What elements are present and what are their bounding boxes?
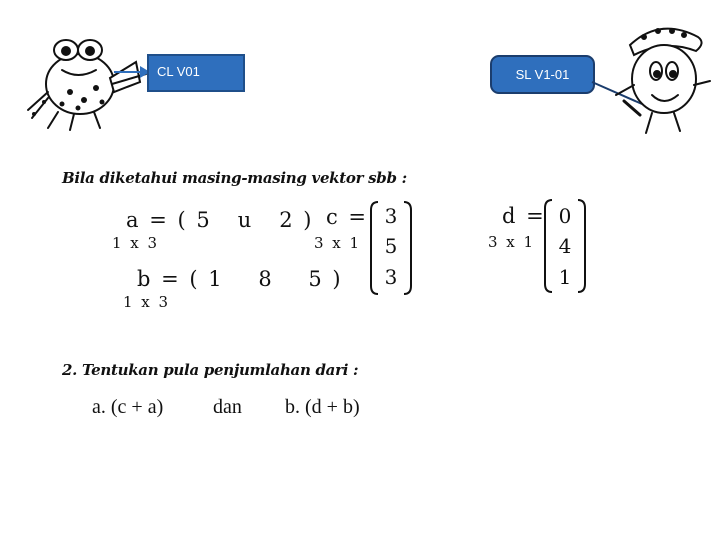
vector-d-value-3: 1 [558,265,572,289]
task-heading: 2. Tentukan pula penjumlahan dari : [62,361,359,379]
vector-c-value-3: 3 [384,265,398,289]
pointer-arrow-icon [112,64,152,80]
vector-c-value-2: 5 [384,234,398,258]
task-dan: dan [213,396,242,418]
vector-d-name: d = [502,204,546,228]
vector-b-expression: b = ( 1 8 5 ) [137,267,343,291]
vector-c-name: c = [326,205,369,229]
vector-c-value-1: 3 [384,204,398,228]
vector-d-dimension: 3 x 1 [488,233,536,251]
task-part-a: a. (c + a) [92,396,164,418]
problem-heading: Bila diketahui masing-masing vektor sbb : [62,169,407,187]
vector-c-dimension: 3 x 1 [314,234,362,252]
vector-a-dimension: 1 x 3 [112,234,160,252]
cl-label: CL V01 [147,54,245,92]
vector-d-value-2: 4 [558,234,572,258]
task-part-b: b. (d + b) [285,396,360,418]
vector-a-expression: a = ( 5 u 2 ) [126,208,314,232]
vector-d-value-1: 0 [558,204,572,228]
vector-b-dimension: 1 x 3 [123,293,171,311]
egg-character-cartoon-icon [610,15,715,137]
sl-label: SL V1-01 [490,55,595,94]
